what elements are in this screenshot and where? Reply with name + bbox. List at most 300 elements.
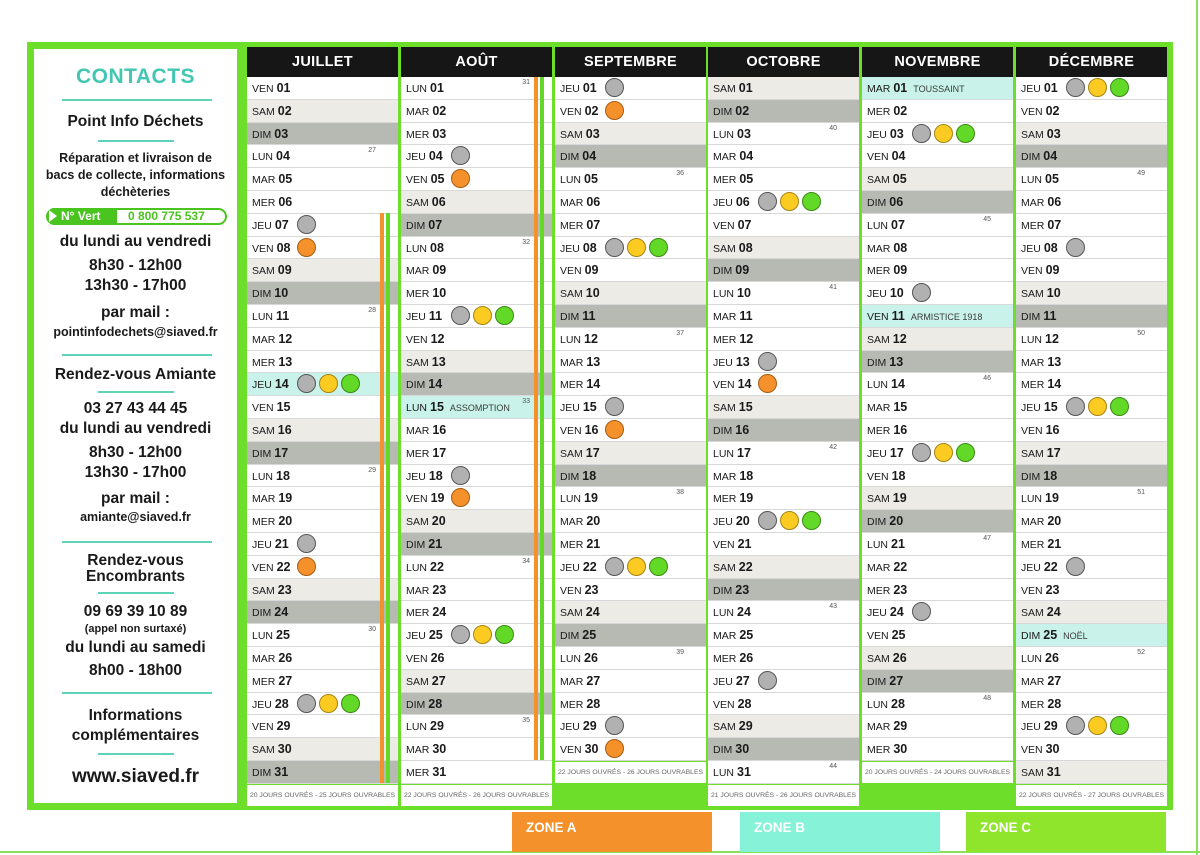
day-label (713, 561, 753, 575)
zone-c-legend (966, 812, 1166, 852)
day-label (560, 492, 598, 506)
day-name: LUN (867, 698, 889, 711)
day-name: SAM (1021, 288, 1044, 301)
day-name: JEU (867, 447, 887, 460)
day-label (713, 310, 753, 324)
day-number: 19 (892, 491, 907, 506)
day-name: MAR (1021, 675, 1045, 688)
encombrants-heading-line1: Rendez-vous (87, 552, 184, 569)
mail-label: par mail : (101, 304, 170, 321)
day-row (555, 191, 706, 214)
day-label (406, 82, 444, 96)
day-label (560, 538, 600, 552)
day-row (401, 259, 552, 282)
day-name: MAR (560, 675, 584, 688)
day-number: 02 (893, 103, 908, 118)
day-name: MAR (406, 744, 430, 757)
website-link[interactable]: www.siaved.fr (71, 766, 200, 787)
day-label (560, 333, 598, 347)
day-row (708, 214, 859, 237)
day-name: VEN (867, 470, 889, 483)
yellow-bin-dot-icon (473, 625, 492, 644)
day-number: 16 (893, 422, 908, 437)
day-label (867, 492, 907, 506)
grey-bin-dot-icon (758, 671, 777, 690)
day-label (713, 766, 751, 780)
day-label (252, 470, 290, 484)
day-label (560, 561, 597, 575)
day-number: 29 (1043, 719, 1058, 734)
day-number: 20 (735, 514, 750, 529)
day-name: VEN (406, 493, 428, 506)
day-row (862, 351, 1013, 374)
day-row (555, 442, 706, 465)
collection-dots (758, 671, 780, 691)
zone-c-period-bar (386, 213, 390, 783)
week-number: 30 (368, 626, 376, 634)
month-title: NOVEMBRE (862, 47, 1013, 77)
day-label (867, 242, 907, 256)
day-row (708, 715, 859, 738)
month-footer: 20 JOURS OUVRÉS - 24 JOURS OUVRABLES (862, 762, 1013, 783)
day-name: VEN (867, 630, 889, 643)
day-name: SAM (406, 675, 429, 688)
day-row (247, 693, 398, 716)
day-name: DIM (1021, 470, 1041, 483)
day-label (252, 333, 292, 347)
opening-days: du lundi au vendredi (59, 420, 212, 437)
day-row (555, 647, 706, 670)
day-row (1016, 282, 1167, 305)
day-name: MER (406, 766, 430, 779)
grey-bin-dot-icon (912, 602, 931, 621)
day-name: MAR (1021, 196, 1045, 209)
grey-bin-dot-icon (451, 146, 470, 165)
day-number: 28 (274, 696, 289, 711)
day-label (1021, 675, 1061, 689)
day-row (1016, 510, 1167, 533)
day-number: 10 (432, 286, 447, 301)
green-bin-dot-icon (495, 625, 514, 644)
grey-bin-dot-icon (605, 716, 624, 735)
day-name: DIM (406, 219, 426, 232)
day-label (1021, 378, 1061, 392)
day-label (867, 515, 903, 529)
day-name: DIM (1021, 310, 1041, 323)
day-number: 11 (582, 308, 596, 323)
day-row (1016, 328, 1167, 351)
opening-hours-morning: 8h30 - 12h00 (88, 444, 183, 461)
collection-dots (605, 420, 627, 440)
collection-dots (451, 488, 473, 508)
day-row (555, 351, 706, 374)
separator (98, 391, 174, 393)
day-label (713, 333, 753, 347)
day-number: 15 (276, 400, 291, 415)
day-label (252, 242, 291, 256)
page-edge (1196, 0, 1198, 855)
collection-dots (605, 101, 627, 121)
day-name: VEN (406, 652, 428, 665)
day-number: 27 (586, 673, 601, 688)
day-number: 08 (1043, 240, 1058, 255)
week-number: 27 (368, 147, 376, 155)
day-name: LUN (406, 83, 428, 95)
day-number: 29 (276, 719, 291, 734)
day-label (867, 470, 906, 484)
day-name: MER (252, 196, 276, 209)
day-row (1016, 715, 1167, 738)
day-name: SAM (713, 561, 736, 574)
day-label (1021, 698, 1061, 712)
day-row (401, 556, 552, 579)
week-number: 46 (983, 375, 991, 383)
day-number: 05 (430, 172, 445, 187)
day-number: 07 (586, 217, 601, 232)
week-number: 51 (1137, 489, 1145, 497)
day-name: JEU (252, 379, 272, 392)
day-row (401, 465, 552, 488)
day-row (1016, 533, 1167, 556)
day-label (713, 606, 751, 620)
day-name: JEU (867, 128, 887, 141)
day-name: LUN (406, 242, 428, 255)
day-label (560, 401, 597, 415)
day-label (406, 492, 445, 506)
day-name: SAM (867, 493, 890, 506)
day-number: 09 (584, 263, 599, 278)
day-name: MER (406, 607, 430, 620)
day-label (1021, 652, 1059, 666)
grey-bin-dot-icon (912, 124, 931, 143)
day-row (1016, 556, 1167, 579)
day-number: 02 (277, 103, 292, 118)
day-label (252, 492, 292, 506)
day-number: 17 (1046, 445, 1061, 460)
day-label (713, 150, 753, 164)
day-row (708, 351, 859, 374)
day-name: JEU (1021, 402, 1041, 415)
day-name: JEU (867, 607, 887, 620)
amiante-heading: Rendez-vous Amiante (54, 366, 217, 383)
day-name: VEN (252, 402, 274, 415)
day-row (708, 738, 859, 761)
day-label (252, 766, 288, 780)
day-name: LUN (867, 379, 889, 392)
day-number: 07 (737, 217, 752, 232)
day-number: 13 (586, 354, 601, 369)
day-name: MAR (867, 242, 891, 255)
day-row (708, 168, 859, 191)
day-row (1016, 305, 1167, 328)
day-label (867, 584, 907, 598)
numero-vert-number: 0 800 775 537 (128, 209, 205, 223)
day-number: 09 (432, 263, 447, 278)
day-label (406, 447, 446, 461)
day-label (560, 606, 600, 620)
day-row (555, 237, 706, 260)
day-number: 23 (735, 582, 750, 597)
day-name: VEN (406, 333, 428, 346)
day-row (1016, 259, 1167, 282)
day-label (1021, 242, 1058, 256)
day-label (867, 447, 904, 461)
day-number: 19 (739, 491, 754, 506)
day-label (713, 356, 750, 370)
day-number: 29 (738, 719, 753, 734)
day-label (560, 629, 596, 643)
day-number: 08 (582, 240, 597, 255)
day-row (247, 579, 398, 602)
day-name: SAM (252, 105, 275, 118)
day-row (862, 259, 1013, 282)
day-name: SAM (867, 652, 890, 665)
day-list (247, 77, 398, 784)
day-name: LUN (867, 219, 889, 232)
collection-dots (451, 306, 517, 326)
day-number: 04 (739, 149, 754, 164)
day-name: VEN (713, 219, 735, 232)
week-number: 48 (983, 694, 991, 702)
day-row (708, 328, 859, 351)
day-number: 08 (738, 240, 753, 255)
day-number: 25 (1043, 628, 1058, 643)
day-number: 11 (891, 308, 905, 323)
day-label (560, 242, 597, 256)
encombrants-phone-note: (appel non surtaxé) (84, 623, 187, 635)
day-label (406, 128, 446, 142)
day-number: 29 (893, 719, 908, 734)
day-number: 23 (1045, 582, 1060, 597)
day-number: 29 (582, 719, 597, 734)
day-name: SAM (406, 516, 429, 529)
day-row (401, 624, 552, 647)
day-name: VEN (560, 744, 582, 757)
day-label (560, 82, 597, 96)
collection-dots (605, 78, 627, 98)
day-label (252, 150, 290, 164)
day-row (401, 396, 552, 419)
day-number: 21 (586, 536, 601, 551)
email-address[interactable]: pointinfodechets@siaved.fr (53, 325, 218, 339)
day-label (867, 652, 907, 666)
green-bin-dot-icon (1110, 397, 1129, 416)
day-name: MER (713, 652, 737, 665)
collection-dots (758, 192, 824, 212)
day-label (560, 515, 600, 529)
day-row (1016, 145, 1167, 168)
day-name: DIM (560, 470, 580, 483)
grey-bin-dot-icon (605, 78, 624, 97)
collection-dots (605, 397, 627, 417)
grey-bin-dot-icon (605, 397, 624, 416)
grey-bin-dot-icon (605, 238, 624, 257)
day-number: 26 (739, 650, 754, 665)
day-name: LUN (1021, 174, 1043, 187)
day-row (555, 123, 706, 146)
day-label (867, 698, 905, 712)
day-name: MER (560, 379, 584, 392)
day-label (406, 310, 442, 324)
day-number: 13 (1047, 354, 1062, 369)
day-number: 28 (428, 696, 443, 711)
day-label (406, 401, 510, 415)
day-row (862, 624, 1013, 647)
day-number: 27 (735, 673, 750, 688)
day-name: VEN (252, 83, 274, 95)
day-row (555, 282, 706, 305)
day-name: DIM (713, 265, 733, 278)
day-label (713, 128, 751, 142)
day-label (406, 606, 446, 620)
day-number: 04 (891, 149, 906, 164)
month-title: JUILLET (247, 47, 398, 77)
day-name: MAR (1021, 516, 1045, 529)
day-number: 12 (892, 331, 907, 346)
day-name: VEN (713, 698, 735, 711)
day-number: 14 (1047, 377, 1062, 392)
yellow-bin-dot-icon (473, 306, 492, 325)
day-label (560, 196, 600, 210)
day-name: LUN (406, 561, 428, 574)
week-number: 52 (1137, 648, 1145, 656)
day-row (247, 442, 398, 465)
day-number: 24 (1046, 605, 1061, 620)
week-number: 38 (676, 489, 684, 497)
day-row (862, 145, 1013, 168)
day-label (252, 538, 289, 552)
day-number: 23 (893, 582, 908, 597)
holiday-label: ARMISTICE 1918 (910, 311, 983, 322)
day-name: LUN (713, 447, 735, 460)
day-number: 17 (585, 445, 600, 460)
day-name: SAM (406, 196, 429, 209)
day-label (560, 264, 599, 278)
day-label (1021, 356, 1061, 370)
day-row (708, 465, 859, 488)
day-label (560, 287, 600, 301)
day-row (247, 487, 398, 510)
day-row (247, 214, 398, 237)
encombrants-phone: 09 69 39 10 89 (83, 603, 188, 620)
day-name: VEN (1021, 265, 1043, 278)
day-number: 24 (432, 605, 447, 620)
day-label (867, 173, 907, 187)
day-label (560, 698, 600, 712)
day-label (252, 743, 292, 757)
day-number: 11 (739, 308, 753, 323)
day-label (713, 242, 753, 256)
day-number: 11 (428, 308, 443, 323)
day-label (560, 310, 595, 324)
day-row (401, 373, 552, 396)
day-name: MAR (252, 174, 276, 187)
day-number: 21 (428, 536, 443, 551)
day-name: VEN (560, 105, 582, 118)
day-number: 05 (584, 172, 598, 187)
green-bin-dot-icon (649, 557, 668, 576)
collection-dots (297, 557, 319, 577)
day-number: 20 (1047, 514, 1062, 529)
day-label (406, 287, 446, 301)
collection-dots (912, 443, 978, 463)
separator (62, 99, 212, 101)
day-label (1021, 105, 1060, 119)
day-name: VEN (1021, 105, 1043, 118)
month-footer: 22 JOURS OUVRÉS - 27 JOURS OUVRABLES (1016, 785, 1167, 806)
email-address[interactable]: amiante@siaved.fr (80, 510, 191, 524)
day-number: 06 (1047, 194, 1062, 209)
day-label (713, 219, 752, 233)
day-name: DIM (713, 424, 733, 437)
grey-bin-dot-icon (758, 511, 777, 530)
day-row (1016, 693, 1167, 716)
day-number: 18 (428, 468, 443, 483)
info-heading-line2: complémentaires (71, 727, 200, 744)
day-row (708, 670, 859, 693)
day-number: 15 (893, 400, 908, 415)
day-name: JEU (406, 151, 426, 164)
encombrants-heading-line2: Encombrants (85, 568, 186, 585)
day-name: SAM (713, 242, 736, 255)
day-label (560, 720, 597, 734)
day-row (401, 100, 552, 123)
day-name: JEU (560, 561, 580, 574)
day-label (1021, 219, 1061, 233)
day-name: LUN (1021, 333, 1043, 346)
day-name: MAR (713, 630, 737, 643)
day-label (867, 287, 904, 301)
day-list (1016, 77, 1167, 784)
day-name: DIM (406, 698, 426, 711)
day-label (1021, 173, 1059, 187)
day-name: JEU (713, 196, 733, 209)
day-name: LUN (406, 721, 428, 734)
day-label (252, 82, 291, 96)
orange-bin-dot-icon (605, 101, 624, 120)
week-number: 36 (676, 170, 684, 178)
day-name: MAR (1021, 356, 1045, 369)
day-name: MER (406, 128, 430, 141)
collection-dots (605, 557, 671, 577)
day-number: 03 (585, 126, 600, 141)
day-row (862, 738, 1013, 761)
day-row (401, 738, 552, 761)
day-number: 09 (1045, 263, 1060, 278)
day-row (1016, 487, 1167, 510)
day-row (401, 77, 552, 100)
day-label (252, 720, 291, 734)
day-name: MAR (713, 151, 737, 164)
day-row (247, 670, 398, 693)
day-row (862, 465, 1013, 488)
day-label (560, 356, 600, 370)
day-label (867, 150, 906, 164)
day-row (247, 373, 398, 396)
day-row (1016, 214, 1167, 237)
day-name: MAR (406, 105, 430, 118)
day-name: SAM (252, 744, 275, 757)
day-name: VEN (867, 310, 889, 323)
collection-dots (758, 352, 780, 372)
day-number: 25 (428, 628, 443, 643)
day-label (252, 675, 292, 689)
day-name: SAM (1021, 447, 1044, 460)
day-row (401, 761, 552, 784)
day-number: 30 (735, 742, 750, 757)
green-bin-dot-icon (956, 443, 975, 462)
day-number: 12 (430, 331, 445, 346)
